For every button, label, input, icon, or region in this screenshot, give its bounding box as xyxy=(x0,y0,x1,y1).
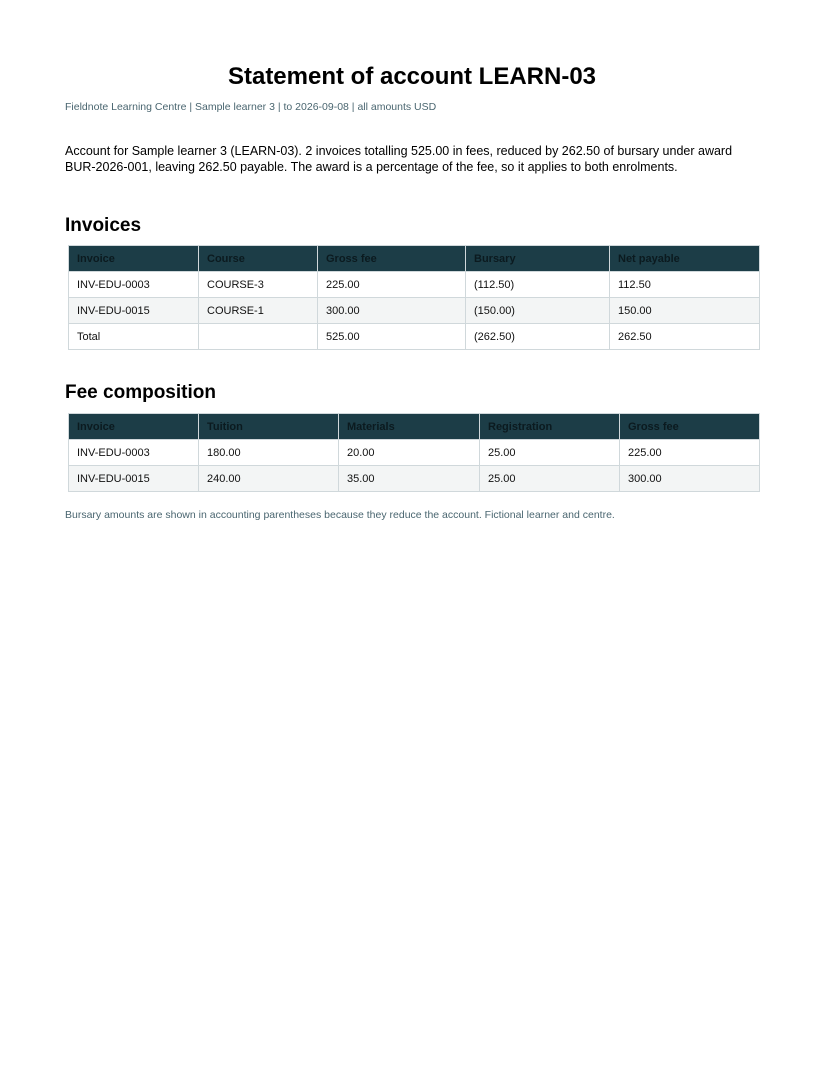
page-title: Statement of account LEARN-03 xyxy=(227,63,597,90)
invoices-heading: Invoices xyxy=(65,215,142,236)
cell-invoice: INV-EDU-0003 xyxy=(69,272,199,298)
cell-bursary: (112.50) xyxy=(466,272,610,298)
col-invoice: Invoice xyxy=(69,414,199,440)
cell-course: COURSE-3 xyxy=(199,272,318,298)
col-tuition: Tuition xyxy=(199,414,339,440)
cell-net-payable: 262.50 xyxy=(610,324,760,350)
table-row xyxy=(69,466,760,492)
cell-gross-fee: 300.00 xyxy=(620,466,760,492)
col-course: Course xyxy=(199,246,318,272)
cell-registration: 25.00 xyxy=(480,466,620,492)
total-row xyxy=(69,324,760,350)
cell-materials: 20.00 xyxy=(339,440,480,466)
cell-gross-fee: 225.00 xyxy=(318,272,466,298)
invoices-header-row xyxy=(69,246,760,272)
cell-invoice: INV-EDU-0003 xyxy=(69,440,199,466)
fee-header-row xyxy=(69,414,760,440)
table-row xyxy=(69,440,760,466)
col-gross-fee: Gross fee xyxy=(318,246,466,272)
col-net-payable: Net payable xyxy=(610,246,760,272)
col-registration: Registration xyxy=(480,414,620,440)
cell-net-payable: 112.50 xyxy=(610,272,760,298)
invoices-table xyxy=(68,245,760,350)
fee-composition-table xyxy=(68,413,760,492)
table-row xyxy=(69,298,760,324)
cell-total-label: Total xyxy=(69,324,199,350)
footnote: Bursary amounts are shown in accounting parentheses because they reduce the account. Fictional learner and centre. xyxy=(65,509,615,521)
cell-net-payable: 150.00 xyxy=(610,298,760,324)
cell-tuition: 180.00 xyxy=(199,440,339,466)
col-materials: Materials xyxy=(339,414,480,440)
cell-gross-fee: 525.00 xyxy=(318,324,466,350)
statement-meta: Fieldnote Learning Centre | Sample learner 3 | to 2026-09-08 | all amounts USD xyxy=(65,101,437,113)
table-row xyxy=(69,272,760,298)
cell-bursary: (262.50) xyxy=(466,324,610,350)
cell-course xyxy=(199,324,318,350)
cell-registration: 25.00 xyxy=(480,440,620,466)
cell-gross-fee: 300.00 xyxy=(318,298,466,324)
col-gross-fee: Gross fee xyxy=(620,414,760,440)
col-bursary: Bursary xyxy=(466,246,610,272)
account-summary: Account for Sample learner 3 (LEARN-03). 2 invoices totalling 525.00 in fees, reduced by 262.50 of bursary under award BUR-2026-001, leaving 262.50 payable. The award is a percentage of the fee, so it applies to both enrolments. xyxy=(65,144,733,174)
col-invoice: Invoice xyxy=(69,246,199,272)
fee-composition-heading: Fee composition xyxy=(65,382,216,403)
cell-tuition: 240.00 xyxy=(199,466,339,492)
cell-invoice: INV-EDU-0015 xyxy=(69,466,199,492)
cell-invoice: INV-EDU-0015 xyxy=(69,298,199,324)
cell-course: COURSE-1 xyxy=(199,298,318,324)
cell-bursary: (150.00) xyxy=(466,298,610,324)
cell-materials: 35.00 xyxy=(339,466,480,492)
cell-gross-fee: 225.00 xyxy=(620,440,760,466)
